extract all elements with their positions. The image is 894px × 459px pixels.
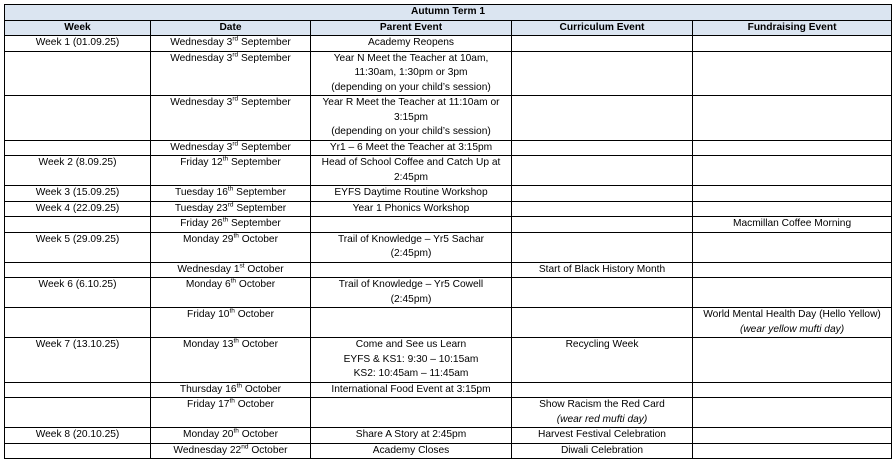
table-row	[5, 262, 892, 278]
schedule-container	[4, 4, 892, 459]
fundraising-event-cell	[693, 262, 892, 278]
date-day: Friday	[180, 157, 209, 168]
date-month: October	[237, 309, 274, 320]
date-number: 13	[222, 339, 234, 350]
date-day: Monday	[183, 233, 220, 245]
fundraising-event-cell	[693, 36, 892, 52]
date-cell	[151, 201, 311, 217]
date-cell	[151, 428, 311, 444]
date-number: 3	[226, 97, 233, 108]
date-day: Tuesday	[175, 187, 214, 198]
date-month: September	[230, 157, 281, 168]
date-day: Wednesday	[170, 37, 224, 48]
week-cell: Week 5 (29.09.25)	[5, 232, 151, 262]
date-number: 3	[226, 52, 233, 64]
table-row	[5, 382, 892, 398]
fundraising-event-cell	[693, 96, 892, 141]
date-ordinal-suffix: st	[239, 262, 245, 270]
week-cell: Week 6 (6.10.25)	[5, 278, 151, 308]
week-cell	[5, 262, 151, 278]
fundraising-event-cell	[693, 398, 892, 428]
parent-event-line: International Food Event at 3:15pm	[331, 383, 491, 395]
week-cell	[5, 398, 151, 428]
curriculum-event-cell	[512, 278, 693, 308]
curriculum-event-cell	[512, 156, 693, 186]
date-number: 23	[216, 202, 228, 214]
curriculum-event-cell	[512, 217, 693, 233]
curriculum-event-cell	[512, 186, 693, 202]
date-month: September	[240, 141, 291, 153]
table-row	[5, 338, 892, 383]
date-day: Wednesday	[170, 141, 224, 153]
date-cell	[151, 308, 311, 338]
parent-event-line: 2:45pm	[394, 171, 428, 183]
date-cell	[151, 443, 311, 459]
week-cell: Week 7 (13.10.25)	[5, 338, 151, 383]
autumn-term-table	[4, 4, 892, 459]
date-ordinal-suffix: rd	[227, 201, 234, 209]
date-month: October	[238, 279, 276, 290]
date-number: 1	[233, 263, 240, 275]
fundraising-event-line: World Mental Health Day (Hello Yellow)	[703, 309, 881, 320]
date-number: 20	[222, 429, 234, 440]
table-row	[5, 278, 892, 308]
date-ordinal-suffix: th	[222, 155, 229, 163]
parent-event-line: (2:45pm)	[390, 293, 432, 305]
table-row	[5, 186, 892, 202]
date-cell	[151, 186, 311, 202]
date-number: 3	[226, 141, 233, 153]
column-header-date: Date	[151, 20, 311, 36]
parent-event-line: Come and See us Learn	[355, 339, 467, 350]
date-month: October	[241, 339, 278, 350]
date-ordinal-suffix: rd	[232, 51, 239, 59]
week-cell	[5, 382, 151, 398]
table-row	[5, 96, 892, 141]
column-header-parent-event: Parent Event	[311, 20, 512, 36]
fundraising-event-cell	[693, 428, 892, 444]
parent-event-cell	[311, 51, 512, 96]
parent-event-line: (depending on your child’s session)	[331, 81, 491, 93]
date-day: Thursday	[179, 383, 223, 395]
fundraising-event-line: Macmillan Coffee Morning	[732, 218, 852, 229]
week-cell: Week 3 (15.09.25)	[5, 186, 151, 202]
curriculum-event-cell	[512, 338, 693, 383]
curriculum-event-cell	[512, 262, 693, 278]
week-cell	[5, 443, 151, 459]
date-day: Wednesday	[170, 52, 224, 64]
fundraising-event-cell	[693, 201, 892, 217]
table-row	[5, 398, 892, 428]
table-title: Autumn Term 1	[5, 5, 892, 21]
week-cell	[5, 308, 151, 338]
week-cell: Week 8 (20.10.25)	[5, 428, 151, 444]
column-header-curriculum-event: Curriculum Event	[512, 20, 693, 36]
curriculum-event-line: Recycling Week	[565, 339, 639, 350]
table-row	[5, 201, 892, 217]
date-month: October	[251, 444, 288, 456]
date-ordinal-suffix: rd	[232, 140, 239, 148]
parent-event-line: Trail of Knowledge – Yr5 Cowell	[338, 279, 484, 290]
date-ordinal-suffix: th	[227, 185, 234, 193]
week-cell: Week 1 (01.09.25)	[5, 36, 151, 52]
parent-event-cell	[311, 36, 512, 52]
date-month: October	[244, 383, 282, 395]
parent-event-cell	[311, 140, 512, 156]
parent-event-cell	[311, 156, 512, 186]
date-ordinal-suffix: th	[233, 337, 239, 345]
parent-event-cell	[311, 186, 512, 202]
date-cell	[151, 338, 311, 383]
curriculum-event-cell	[512, 308, 693, 338]
fundraising-event-cell	[693, 443, 892, 459]
date-number: 26	[211, 218, 223, 229]
week-cell	[5, 140, 151, 156]
date-day: Friday	[186, 309, 216, 320]
curriculum-event-cell	[512, 398, 693, 428]
column-header-fundraising-event: Fundraising Event	[693, 20, 892, 36]
date-cell	[151, 156, 311, 186]
date-number: 3	[226, 37, 233, 48]
table-body	[5, 36, 892, 459]
fundraising-event-cell	[693, 51, 892, 96]
date-cell	[151, 382, 311, 398]
date-day: Monday	[185, 279, 223, 290]
fundraising-event-line: (wear yellow mufti day)	[739, 323, 845, 335]
date-month: October	[241, 233, 278, 245]
table-row	[5, 156, 892, 186]
date-day: Tuesday	[174, 202, 214, 214]
week-cell	[5, 96, 151, 141]
date-month: October	[241, 429, 278, 440]
curriculum-event-cell	[512, 428, 693, 444]
parent-event-line: (depending on your child’s session)	[331, 126, 491, 137]
date-ordinal-suffix: th	[229, 397, 235, 405]
date-month: September	[240, 97, 291, 108]
parent-event-cell	[311, 217, 512, 233]
table-row	[5, 308, 892, 338]
date-month: September	[240, 52, 291, 64]
parent-event-cell	[311, 308, 512, 338]
curriculum-event-line: Harvest Festival Celebration	[538, 429, 666, 440]
week-cell	[5, 217, 151, 233]
curriculum-event-cell	[512, 140, 693, 156]
date-cell	[151, 398, 311, 428]
date-number: 6	[224, 279, 231, 290]
parent-event-line: 11:30am, 1:30pm or 3pm	[354, 67, 468, 78]
week-cell: Week 2 (8.09.25)	[5, 156, 151, 186]
date-cell	[151, 278, 311, 308]
parent-event-cell	[311, 398, 512, 428]
parent-event-line: Share A Story at 2:45pm	[355, 429, 467, 440]
parent-event-cell	[311, 232, 512, 262]
week-cell	[5, 51, 151, 96]
table-row	[5, 36, 892, 52]
date-month: September	[240, 37, 291, 48]
parent-event-line: Yr1 – 6 Meet the Teacher at 3:15pm	[329, 141, 493, 153]
fundraising-event-cell	[693, 382, 892, 398]
date-ordinal-suffix: th	[233, 232, 239, 240]
table-row	[5, 217, 892, 233]
curriculum-event-line: (wear red mufti day)	[556, 413, 648, 425]
curriculum-event-cell	[512, 96, 693, 141]
column-header-week: Week	[5, 20, 151, 36]
date-month: September	[236, 187, 286, 198]
parent-event-cell	[311, 201, 512, 217]
date-day: Monday	[183, 429, 220, 440]
date-cell	[151, 96, 311, 141]
table-row	[5, 428, 892, 444]
date-day: Wednesday	[177, 263, 231, 275]
curriculum-event-cell	[512, 232, 693, 262]
parent-event-cell	[311, 428, 512, 444]
date-ordinal-suffix: th	[236, 382, 242, 390]
fundraising-event-cell	[693, 186, 892, 202]
date-ordinal-suffix: rd	[232, 95, 239, 103]
parent-event-line: Academy Closes	[372, 444, 450, 456]
date-ordinal-suffix: th	[229, 307, 235, 315]
date-day: Friday	[180, 218, 209, 229]
date-cell	[151, 217, 311, 233]
parent-event-cell	[311, 262, 512, 278]
date-number: 17	[218, 399, 230, 410]
fundraising-event-cell	[693, 156, 892, 186]
date-month: September	[236, 202, 287, 214]
date-ordinal-suffix: nd	[241, 443, 249, 451]
parent-event-line: (2:45pm)	[390, 248, 432, 259]
curriculum-event-cell	[512, 382, 693, 398]
parent-event-line: Trail of Knowledge – Yr5 Sachar	[337, 233, 485, 245]
date-month: October	[247, 263, 284, 275]
curriculum-event-line: Start of Black History Month	[538, 263, 666, 275]
date-number: 10	[218, 309, 230, 320]
date-number: 29	[222, 233, 234, 245]
date-cell	[151, 140, 311, 156]
date-cell	[151, 232, 311, 262]
date-number: 22	[229, 444, 242, 456]
date-month: September	[230, 218, 281, 229]
fundraising-event-cell	[693, 140, 892, 156]
curriculum-event-cell	[512, 51, 693, 96]
parent-event-line: EYFS Daytime Routine Workshop	[334, 187, 488, 198]
date-cell	[151, 51, 311, 96]
parent-event-line: Year 1 Phonics Workshop	[352, 202, 470, 214]
date-ordinal-suffix: th	[222, 216, 229, 224]
parent-event-line: 3:15pm	[394, 111, 428, 123]
date-number: 12	[211, 157, 223, 168]
parent-event-line: KS2: 10:45am – 11:45am	[353, 368, 469, 379]
date-day: Wednesday	[173, 444, 228, 456]
date-number: 16	[216, 187, 228, 198]
curriculum-event-line: Diwali Celebration	[560, 444, 644, 456]
date-day: Monday	[183, 339, 220, 350]
curriculum-event-cell	[512, 201, 693, 217]
date-ordinal-suffix: th	[230, 277, 237, 285]
fundraising-event-cell	[693, 217, 892, 233]
date-day: Friday	[186, 399, 216, 410]
parent-event-line: Head of School Coffee and Catch Up at	[321, 157, 501, 168]
fundraising-event-cell	[693, 278, 892, 308]
table-row	[5, 443, 892, 459]
table-row	[5, 232, 892, 262]
curriculum-event-cell	[512, 443, 693, 459]
parent-event-cell	[311, 96, 512, 141]
curriculum-event-cell	[512, 36, 693, 52]
title-row	[5, 5, 892, 21]
parent-event-line: EYFS & KS1: 9:30 – 10:15am	[343, 353, 479, 365]
header-row	[5, 20, 892, 36]
parent-event-cell	[311, 278, 512, 308]
fundraising-event-cell	[693, 338, 892, 383]
date-cell	[151, 262, 311, 278]
fundraising-event-cell	[693, 308, 892, 338]
date-day: Wednesday	[170, 97, 224, 108]
parent-event-cell	[311, 443, 512, 459]
table-row	[5, 51, 892, 96]
date-month: October	[237, 399, 274, 410]
parent-event-cell	[311, 382, 512, 398]
parent-event-line: Year R Meet the Teacher at 11:10am or	[322, 97, 500, 108]
parent-event-line: Year N Meet the Teacher at 10am,	[333, 52, 489, 64]
week-cell: Week 4 (22.09.25)	[5, 201, 151, 217]
date-cell	[151, 36, 311, 52]
date-ordinal-suffix: th	[233, 427, 239, 435]
parent-event-line: Academy Reopens	[367, 37, 455, 48]
fundraising-event-cell	[693, 232, 892, 262]
date-ordinal-suffix: rd	[232, 35, 239, 43]
date-number: 16	[225, 383, 237, 395]
curriculum-event-line: Show Racism the Red Card	[539, 399, 665, 410]
table-row	[5, 140, 892, 156]
parent-event-cell	[311, 338, 512, 383]
